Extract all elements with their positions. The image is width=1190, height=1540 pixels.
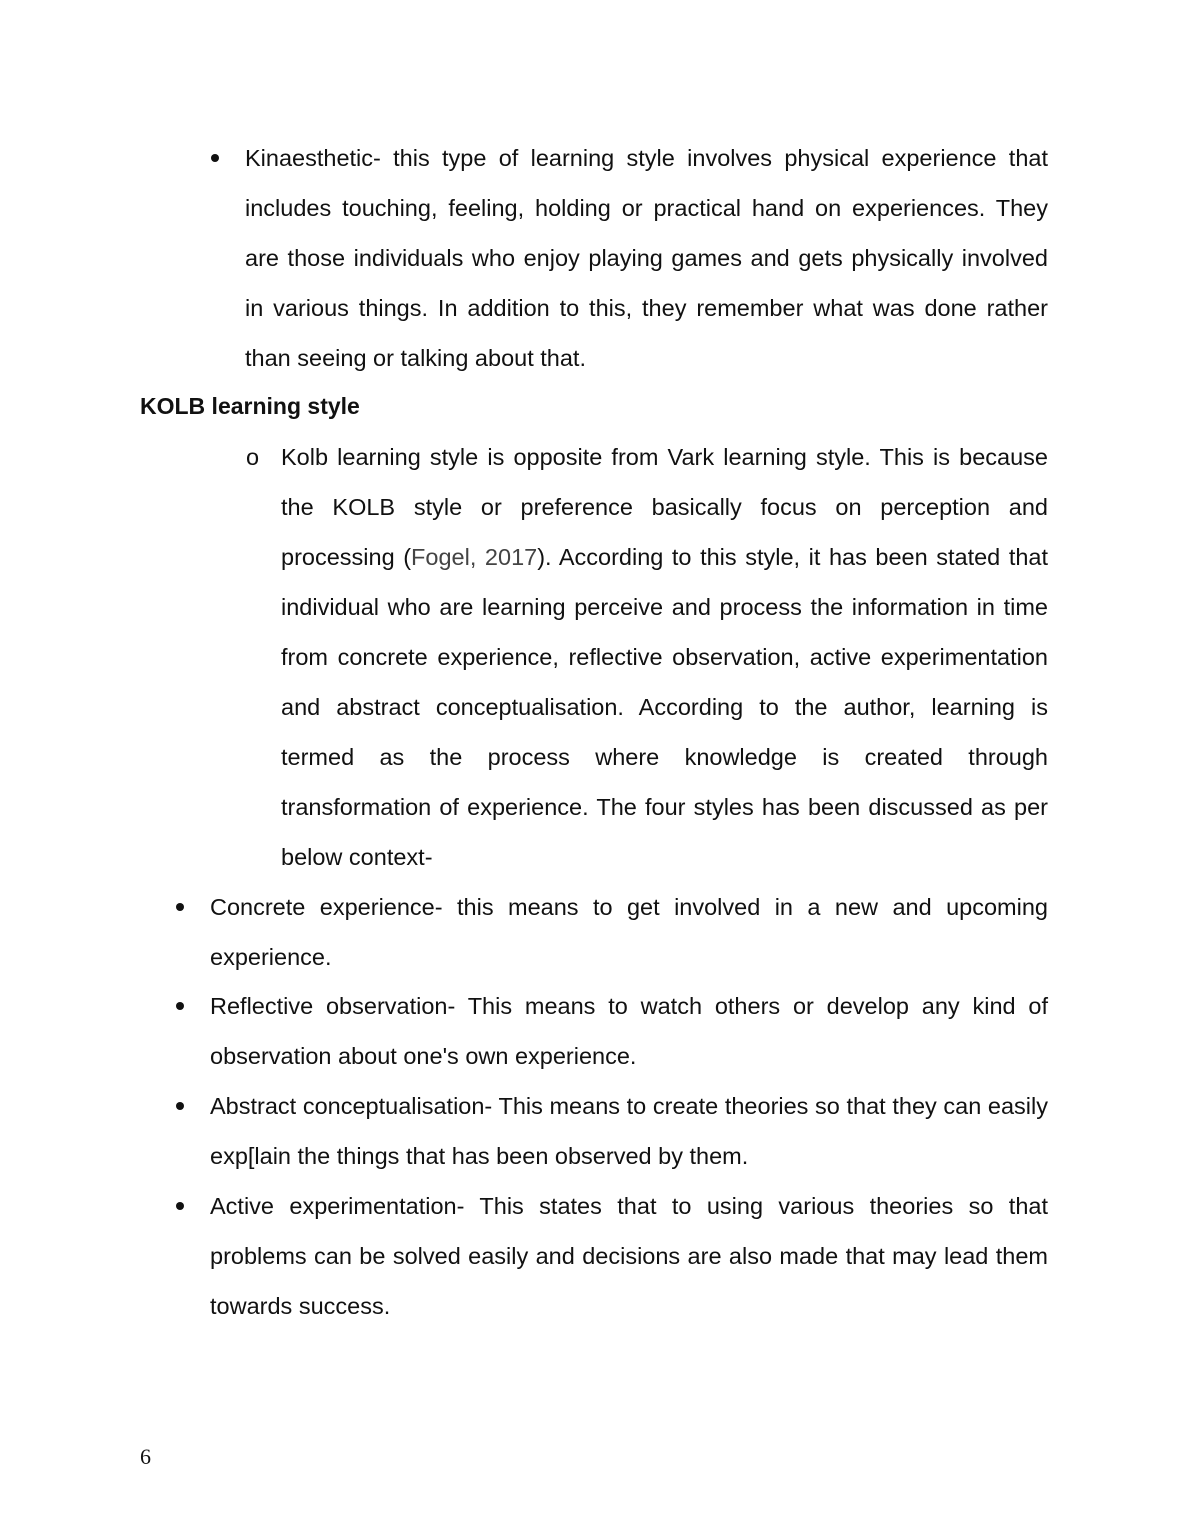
kinaesthetic-paragraph: Kinaesthetic- this type of learning style involves physical experience that includes touching, feeling, holding or practical hand on experiences. They are those individuals who enjoy playing games and gets physically involved in various things. In addition to this, they remember what was done rather than seeing or talking about that. xyxy=(245,145,1048,371)
kolb-text-after: ). According to this style, it has been stated that individual who are learning perceive and process the information in time from concrete experience, reflective observation, active experimentation and abstract conceptualisation. According to the author, learning is termed as the process where knowledge is created through transformation of experience. The four styles has been discussed as per below context- xyxy=(281,544,1049,870)
citation: Fogel, 2017 xyxy=(411,544,538,570)
circle-bullet-icon: o xyxy=(246,444,260,470)
list-item-reflective-observation: Reflective observation- This means to watch others or develop any kind of observation about one's own experience. xyxy=(210,993,1048,1069)
bullet-icon xyxy=(176,1102,184,1110)
list-item-active-experimentation: Active experimentation- This states that to using various theories so that problems can be solved easily and decisions are also made that may lead them towards success. xyxy=(210,1193,1048,1319)
bullet-icon xyxy=(176,1202,184,1210)
list-item-abstract-conceptualisation: Abstract conceptualisation- This means to create theories so that they can easily exp[lain the things that has been observed by them. xyxy=(210,1093,1048,1169)
kolb-text-before: Kolb learning style is opposite from Vark learning style. This is because the KOLB style or preference basically focus on perception and processing ( xyxy=(281,444,1048,570)
page-number: 6 xyxy=(140,1444,151,1469)
list-item-concrete-experience: Concrete experience- this means to get involved in a new and upcoming experience. xyxy=(210,894,1048,970)
kolb-heading: KOLB learning style xyxy=(140,393,360,419)
kolb-paragraph xyxy=(281,432,1048,882)
bullet-icon xyxy=(176,1002,184,1010)
bullet-icon xyxy=(176,903,184,911)
bullet-icon xyxy=(211,154,219,162)
